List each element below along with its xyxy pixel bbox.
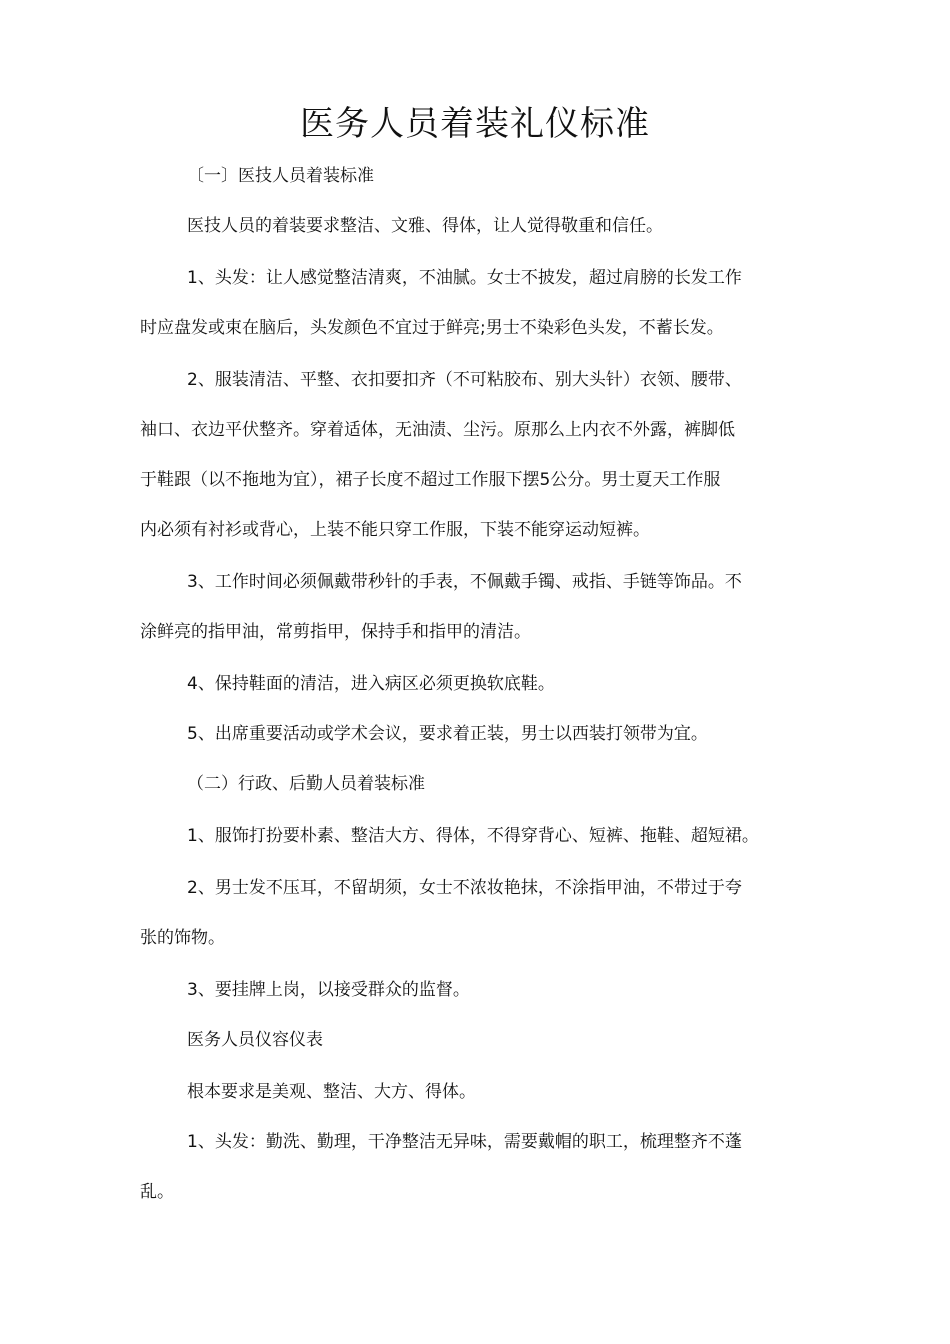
paragraph-line: 乱。: [140, 1182, 174, 1202]
paragraph-line: 5、出席重要活动或学术会议，要求着正装，男士以西装打领带为宜。: [187, 724, 708, 744]
paragraph-line: 医技人员的着装要求整洁、文雅、得体，让人觉得敬重和信任。: [187, 216, 663, 236]
document-title: 医务人员着装礼仪标准: [300, 104, 650, 144]
paragraph-line: 于鞋跟（以不拖地为宜），裙子长度不超过工作服下摆5公分。男士夏天工作服: [140, 470, 721, 490]
paragraph-line: 2、服装清洁、平整、衣扣要扣齐（不可粘胶布、别大头针）衣领、腰带、: [187, 370, 742, 390]
paragraph-line: 袖口、衣边平伏整齐。穿着适体，无油渍、尘污。原那么上内衣不外露，裤脚低: [140, 420, 735, 440]
paragraph-line: 1、头发：勤洗、勤理，干净整洁无异味，需要戴帽的职工，梳理整齐不蓬: [187, 1132, 742, 1152]
paragraph-line: 3、工作时间必须佩戴带秒针的手表，不佩戴手镯、戒指、手链等饰品。不: [187, 572, 742, 592]
paragraph-line: 1、服饰打扮要朴素、整洁大方、得体，不得穿背心、短裤、拖鞋、超短裙。: [187, 826, 759, 846]
paragraph-line: 1、头发：让人感觉整洁清爽，不油腻。女士不披发，超过肩膀的长发工作: [187, 268, 742, 288]
paragraph-line: 张的饰物。: [140, 928, 225, 948]
paragraph-line: 时应盘发或束在脑后，头发颜色不宜过于鲜亮;男士不染彩色头发，不蓄长发。: [140, 318, 724, 338]
section-heading-appearance: 医务人员仪容仪表: [187, 1030, 323, 1050]
paragraph-line: 根本要求是美观、整洁、大方、得体。: [187, 1082, 476, 1102]
paragraph-line: 4、保持鞋面的清洁，进入病区必须更换软底鞋。: [187, 674, 555, 694]
paragraph-line: 涂鲜亮的指甲油，常剪指甲，保持手和指甲的清洁。: [140, 622, 531, 642]
paragraph-line: 3、要挂牌上岗，以接受群众的监督。: [187, 980, 470, 1000]
section-heading-admin: （二）行政、后勤人员着装标准: [187, 774, 425, 794]
paragraph-line: 2、男士发不压耳，不留胡须，女士不浓妆艳抹，不涂指甲油，不带过于夸: [187, 878, 742, 898]
paragraph-line: 内必须有衬衫或背心，上装不能只穿工作服，下装不能穿运动短裤。: [140, 520, 650, 540]
section-heading-medtech: 〔一〕医技人员着装标准: [187, 166, 374, 186]
